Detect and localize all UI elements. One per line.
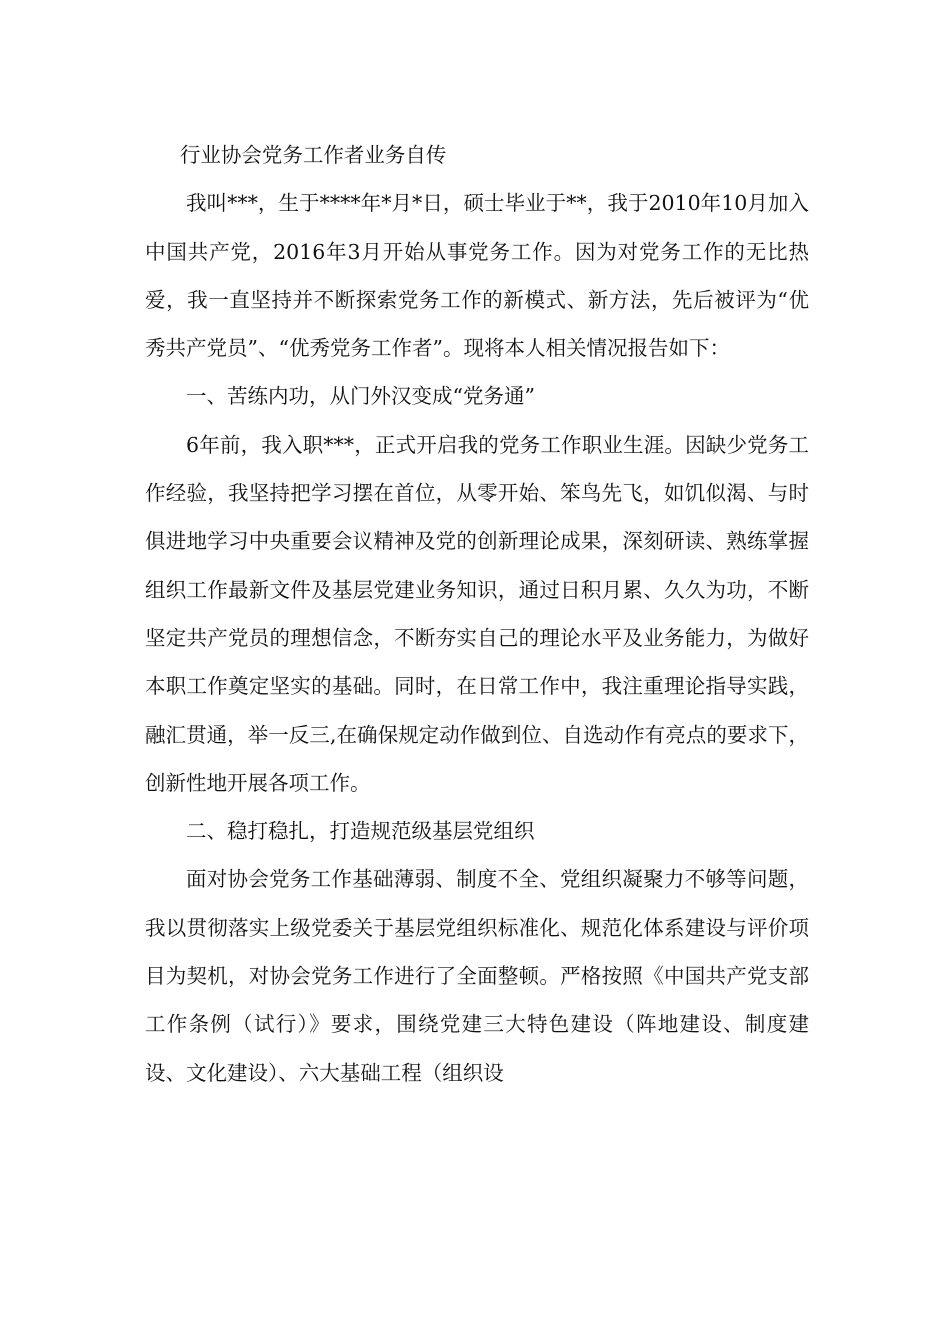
paragraph-section-1: 6年前，我入职***，正式开启我的党务工作职业生涯。因缺少党务工作经验，我坚持把学习摆在首位，从零开始、笨鸟先飞，如饥似渴、与时俱进地学习中央重要会议精神及党的创新理论成果，深刻研读、熟练掌握组织工作最新文件及基层党建业务知识，通过日积月累、久久为功，不断坚定共产党员的理想信念，不断夯实自己的理论水平及业务能力，为做好本职工作奠定坚实的基础。同时，在日常工作中，我注重理论指导实践，融汇贯通，举一反三,在确保规定动作做到位、自选动作有亮点的要求下，创新性地开展各项工作。	[145, 432, 809, 795]
document-title: 行业协会党务工作者业务自传	[179, 143, 447, 167]
document-body	[145, 131, 809, 1097]
section-heading-2: 二、稳打稳扎，打造规范级基层党组织	[186, 819, 535, 844]
paragraph-intro: 我叫***，生于****年*月*日，硕士毕业于**，我于2010年10月加入中国共产党，2016年3月开始从事党务工作。因为对党务工作的无比热爱，我一直坚持并不断探索党务工作的新模式、新方法，先后被评为“优秀共产党员”、“优秀党务工作者”。现将本人相关情况报告如下：	[145, 191, 809, 361]
section-heading-1: 一、苦练内功，从门外汉变成“党务通”	[186, 384, 535, 409]
paragraph-section-2: 面对协会党务工作基础薄弱、制度不全、党组织凝聚力不够等问题，我以贯彻落实上级党委关于基层党组织标准化、规范化体系建设与评价项目为契机，对协会党务工作进行了全面整顿。严格按照《中国共产党支部工作条例（试行）》要求，围绕党建三大特色建设（阵地建设、制度建设、文化建设）、六大基础工程（组织设	[145, 867, 809, 1085]
